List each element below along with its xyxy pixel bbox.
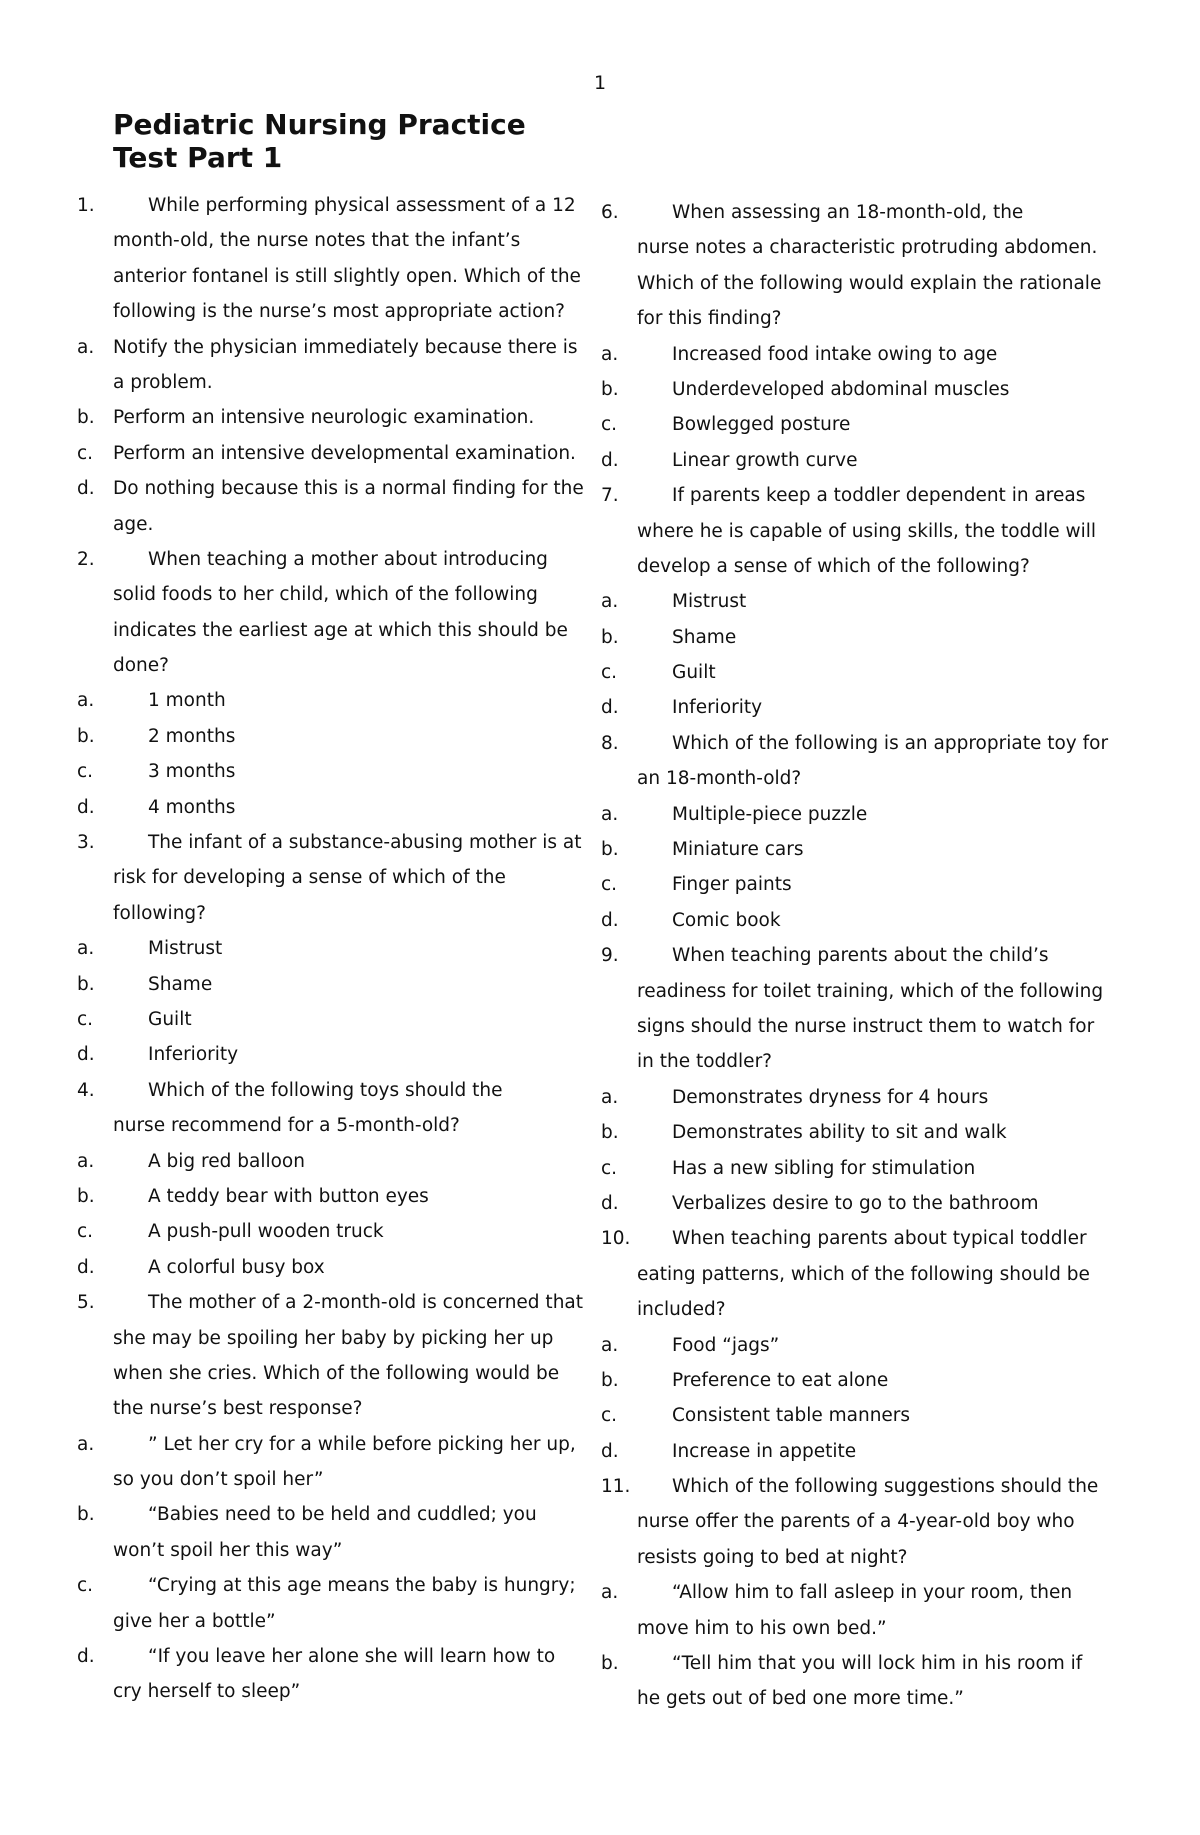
- answer-option: [601, 903, 1101, 938]
- answer-option: [77, 1250, 577, 1285]
- line-text: Inferiority: [672, 697, 763, 719]
- line-text: nurse notes a characteristic protruding abdomen.: [637, 237, 1098, 259]
- line-text: When teaching parents about typical toddler: [672, 1228, 1087, 1250]
- continuation-line: [601, 301, 1101, 336]
- line-text: A teddy bear with button eyes: [148, 1185, 429, 1207]
- option-letter: c.: [601, 1405, 618, 1427]
- line-text: the nurse’s best response?: [113, 1398, 363, 1420]
- line-text: Demonstrates ability to sit and walk: [672, 1122, 1007, 1144]
- option-letter: c.: [77, 442, 94, 464]
- question-line: [601, 1469, 1101, 1504]
- line-text: Underdeveloped abdominal muscles: [672, 378, 1010, 400]
- answer-option: [77, 1144, 577, 1179]
- option-letter: a.: [77, 690, 95, 712]
- question-line: [77, 1073, 577, 1108]
- answer-option: [601, 1080, 1101, 1115]
- continuation-line: [601, 1504, 1101, 1539]
- answer-option: [601, 1434, 1101, 1469]
- option-letter: d.: [77, 478, 95, 500]
- option-letter: d.: [601, 909, 619, 931]
- option-letter: a.: [77, 1150, 95, 1172]
- question-number: 3.: [77, 832, 95, 854]
- option-letter: b.: [601, 626, 619, 648]
- continuation-line: [601, 1292, 1101, 1327]
- answer-option: [77, 1568, 577, 1603]
- continuation-line: [601, 549, 1101, 584]
- option-letter: b.: [601, 378, 619, 400]
- line-text: anterior fontanel is still slightly open. Which of the: [113, 265, 581, 287]
- line-text: Mistrust: [148, 938, 223, 960]
- continuation-line: [601, 514, 1101, 549]
- answer-option: [77, 790, 577, 825]
- line-text: Linear growth curve: [672, 449, 858, 471]
- continuation-line: [77, 294, 577, 329]
- line-text: Miniature cars: [672, 839, 804, 861]
- option-letter: b.: [601, 1653, 619, 1675]
- answer-option: [77, 1179, 577, 1214]
- line-text: “Babies need to be held and cuddled; you: [148, 1504, 537, 1526]
- option-letter: b.: [601, 839, 619, 861]
- question-number: 4.: [77, 1079, 95, 1101]
- line-text: when she cries. Which of the following would be: [113, 1362, 560, 1384]
- question-number: 11.: [601, 1476, 631, 1498]
- answer-option: [77, 330, 577, 365]
- option-letter: a.: [601, 803, 619, 825]
- answer-option: [601, 1151, 1101, 1186]
- question-line: [601, 726, 1109, 761]
- line-text: month-old, the nurse notes that the infant’s: [113, 230, 521, 252]
- continuation-line: [601, 1611, 1101, 1646]
- option-letter: b.: [77, 1504, 95, 1526]
- answer-option: [77, 1427, 577, 1462]
- answer-option: [77, 683, 577, 718]
- option-letter: a.: [77, 336, 95, 358]
- line-text: 4 months: [148, 796, 236, 818]
- question-number: 6.: [601, 202, 619, 223]
- option-letter: a.: [601, 1582, 619, 1604]
- line-text: Perform an intensive developmental examination.: [113, 442, 576, 464]
- continuation-line: [601, 974, 1104, 1009]
- continuation-line: [77, 223, 577, 258]
- line-text: Mistrust: [672, 591, 747, 613]
- option-letter: b.: [77, 1185, 95, 1207]
- continuation-line: [77, 1321, 577, 1356]
- line-text: solid foods to her child, which of the following: [113, 584, 538, 606]
- line-text: Which of the following would explain the rationale: [637, 272, 1102, 294]
- answer-option: [77, 400, 577, 435]
- answer-option: [601, 1186, 1101, 1221]
- line-text: 3 months: [148, 761, 236, 783]
- answer-option: [77, 1214, 577, 1249]
- option-letter: d.: [601, 1192, 619, 1214]
- line-text: Shame: [672, 626, 737, 648]
- line-text: 1 month: [148, 690, 226, 712]
- question-number: 7.: [601, 485, 619, 507]
- line-text: risk for developing a sense of which of the: [113, 867, 506, 889]
- option-letter: b.: [77, 407, 95, 429]
- line-text: nurse offer the parents of a 4-year-old boy who: [637, 1511, 1075, 1533]
- answer-option: [601, 1575, 1101, 1610]
- line-text: Consistent table manners: [672, 1405, 911, 1427]
- line-text: Which of the following toys should the: [148, 1079, 503, 1101]
- option-letter: a.: [601, 343, 619, 365]
- line-text: an 18-month-old?: [637, 768, 802, 790]
- line-text: eating patterns, which of the following should be: [637, 1263, 1090, 1285]
- continuation-line: [77, 1108, 577, 1143]
- line-text: following is the nurse’s most appropriate action?: [113, 301, 565, 323]
- question-line: [77, 188, 577, 223]
- option-letter: c.: [77, 1221, 94, 1243]
- line-text: “If you leave her alone she will learn how to: [148, 1646, 556, 1668]
- answer-option: [601, 1328, 1101, 1363]
- option-letter: b.: [601, 1122, 619, 1144]
- line-text: where he is capable of using skills, the toddle will: [637, 520, 1097, 542]
- line-text: give her a bottle”: [113, 1610, 276, 1632]
- continuation-line: [77, 860, 577, 895]
- question-number: 9.: [601, 945, 619, 967]
- answer-option: [601, 337, 1101, 372]
- line-text: he gets out of bed one more time.”: [637, 1688, 964, 1710]
- line-text: Which of the following is an appropriate toy for: [672, 732, 1109, 754]
- line-text: When assessing an 18-month-old, the: [672, 202, 1024, 223]
- option-letter: b.: [601, 1369, 619, 1391]
- line-text: done?: [113, 655, 169, 677]
- answer-option: [601, 1363, 1101, 1398]
- line-text: 2 months: [148, 725, 236, 747]
- continuation-line: [601, 1681, 1101, 1716]
- continuation-line: [77, 613, 577, 648]
- line-text: cry herself to sleep”: [113, 1681, 301, 1703]
- page-number: 1: [594, 72, 607, 94]
- line-text: When teaching parents about the child’s: [672, 945, 1049, 967]
- option-letter: c.: [601, 874, 618, 896]
- question-number: 2.: [77, 548, 95, 570]
- continuation-line: [77, 507, 577, 542]
- line-text: Finger paints: [672, 874, 792, 896]
- option-letter: c.: [77, 1008, 94, 1030]
- line-text: Guilt: [672, 662, 716, 684]
- option-letter: c.: [601, 414, 618, 436]
- line-text: Inferiority: [148, 1044, 239, 1066]
- option-letter: d.: [77, 1044, 95, 1066]
- line-text: she may be spoiling her baby by picking her up: [113, 1327, 554, 1349]
- answer-option: [601, 1115, 1101, 1150]
- continuation-line: [601, 1257, 1101, 1292]
- option-letter: a.: [601, 1334, 619, 1356]
- line-text: Perform an intensive neurologic examination.: [113, 407, 535, 429]
- continuation-line: [77, 1356, 577, 1391]
- line-text: so you don’t spoil her”: [113, 1469, 324, 1491]
- line-text: Increase in appetite: [672, 1440, 857, 1462]
- line-text: a problem.: [113, 371, 213, 393]
- answer-option: [77, 719, 577, 754]
- question-line: [601, 938, 1101, 973]
- continuation-line: [77, 259, 581, 294]
- continuation-line: [601, 266, 1101, 301]
- line-text: While performing physical assessment of a 12: [148, 195, 576, 216]
- question-line: [601, 478, 1101, 513]
- option-letter: c.: [601, 1157, 618, 1179]
- answer-option: [601, 584, 1101, 619]
- line-text: move him to his own bed.”: [637, 1617, 887, 1639]
- answer-option: [601, 443, 1101, 478]
- line-text: for this finding?: [637, 308, 782, 330]
- line-text: Guilt: [148, 1008, 192, 1030]
- option-letter: d.: [77, 1256, 95, 1278]
- answer-option: [601, 797, 1101, 832]
- continuation-line: [601, 1044, 1101, 1079]
- question-line: [77, 825, 582, 860]
- answer-option: [601, 690, 1101, 725]
- line-text: ” Let her cry for a while before picking her up,: [148, 1433, 576, 1455]
- continuation-line: [77, 1533, 577, 1568]
- question-number: 10.: [601, 1228, 631, 1250]
- answer-option: [77, 1497, 577, 1532]
- line-text: Do nothing because this is a normal finding for the: [113, 478, 584, 500]
- question-line: [601, 195, 1101, 230]
- line-text: nurse recommend for a 5-month-old?: [113, 1115, 460, 1137]
- line-text: Comic book: [672, 909, 781, 931]
- answer-option: [601, 832, 1101, 867]
- option-letter: c.: [77, 761, 94, 783]
- right-column: [601, 195, 1109, 1717]
- continuation-line: [601, 230, 1101, 265]
- option-letter: c.: [77, 1575, 94, 1597]
- continuation-line: [77, 896, 577, 931]
- page-title: [113, 108, 583, 174]
- answer-option: [601, 407, 1101, 442]
- line-text: A push-pull wooden truck: [148, 1221, 384, 1243]
- line-text: “Tell him that you will lock him in his room if: [672, 1653, 1083, 1675]
- continuation-line: [77, 1462, 577, 1497]
- answer-option: [601, 620, 1101, 655]
- question-line: [77, 542, 577, 577]
- title-line: Pediatric Nursing Practice: [113, 108, 526, 141]
- answer-option: [601, 867, 1101, 902]
- line-text: signs should the nurse instruct them to watch for: [637, 1015, 1095, 1037]
- answer-option: [601, 1398, 1101, 1433]
- line-text: A big red balloon: [148, 1150, 305, 1172]
- option-letter: a.: [77, 1433, 95, 1455]
- answer-option: [601, 1646, 1101, 1681]
- line-text: The infant of a substance-abusing mother is at: [148, 832, 582, 854]
- option-letter: d.: [601, 449, 619, 471]
- continuation-line: [77, 1674, 577, 1709]
- option-letter: d.: [77, 1646, 95, 1668]
- option-letter: a.: [601, 591, 619, 613]
- line-text: When teaching a mother about introducing: [148, 548, 548, 570]
- continuation-line: [601, 761, 1101, 796]
- question-number: 8.: [601, 732, 619, 754]
- line-text: following?: [113, 902, 206, 924]
- continuation-line: [77, 648, 577, 683]
- line-text: “Allow him to fall asleep in your room, then: [672, 1582, 1073, 1604]
- question-line: [77, 1285, 584, 1320]
- line-text: Shame: [148, 973, 213, 995]
- option-letter: b.: [77, 725, 95, 747]
- line-text: Notify the physician immediately because there is: [113, 336, 578, 358]
- line-text: A colorful busy box: [148, 1256, 325, 1278]
- option-letter: c.: [601, 662, 618, 684]
- answer-option: [77, 1639, 577, 1674]
- answer-option: [77, 967, 577, 1002]
- answer-option: [601, 655, 1101, 690]
- left-column: [77, 188, 584, 1710]
- option-letter: a.: [77, 938, 95, 960]
- line-text: indicates the earliest age at which this should be: [113, 619, 568, 641]
- question-line: [601, 1221, 1101, 1256]
- line-text: in the toddler?: [637, 1051, 772, 1073]
- line-text: The mother of a 2-month-old is concerned that: [148, 1292, 584, 1314]
- line-text: Has a new sibling for stimulation: [672, 1157, 976, 1179]
- option-letter: d.: [601, 697, 619, 719]
- continuation-line: [77, 1391, 577, 1426]
- line-text: If parents keep a toddler dependent in areas: [672, 485, 1086, 507]
- continuation-line: [601, 1540, 1101, 1575]
- line-text: develop a sense of which of the following?: [637, 555, 1030, 577]
- line-text: readiness for toilet training, which of the following: [637, 980, 1104, 1002]
- title-line: Test Part 1: [113, 141, 283, 174]
- answer-option: [77, 754, 577, 789]
- continuation-line: [601, 1009, 1101, 1044]
- answer-option: [77, 1037, 577, 1072]
- answer-option: [601, 372, 1101, 407]
- line-text: included?: [637, 1299, 726, 1321]
- answer-option: [77, 1002, 577, 1037]
- line-text: won’t spoil her this way”: [113, 1539, 343, 1561]
- line-text: Preference to eat alone: [672, 1369, 889, 1391]
- line-text: Demonstrates dryness for 4 hours: [672, 1086, 989, 1108]
- answer-option: [77, 931, 577, 966]
- option-letter: d.: [601, 1440, 619, 1462]
- line-text: age.: [113, 513, 154, 535]
- line-text: “Crying at this age means the baby is hungry;: [148, 1575, 576, 1597]
- answer-option: [77, 471, 584, 506]
- question-number: 5.: [77, 1292, 95, 1314]
- line-text: Which of the following suggestions should the: [672, 1476, 1099, 1498]
- option-letter: b.: [77, 973, 95, 995]
- line-text: Bowlegged posture: [672, 414, 851, 436]
- line-text: Increased food intake owing to age: [672, 343, 998, 365]
- option-letter: d.: [77, 796, 95, 818]
- line-text: resists going to bed at night?: [637, 1546, 908, 1568]
- continuation-line: [77, 365, 577, 400]
- line-text: Multiple-piece puzzle: [672, 803, 868, 825]
- continuation-line: [77, 577, 577, 612]
- question-number: 1.: [77, 195, 95, 216]
- line-text: Food “jags”: [672, 1334, 780, 1356]
- answer-option: [77, 436, 577, 471]
- continuation-line: [77, 1604, 577, 1639]
- option-letter: a.: [601, 1086, 619, 1108]
- line-text: Verbalizes desire to go to the bathroom: [672, 1192, 1039, 1214]
